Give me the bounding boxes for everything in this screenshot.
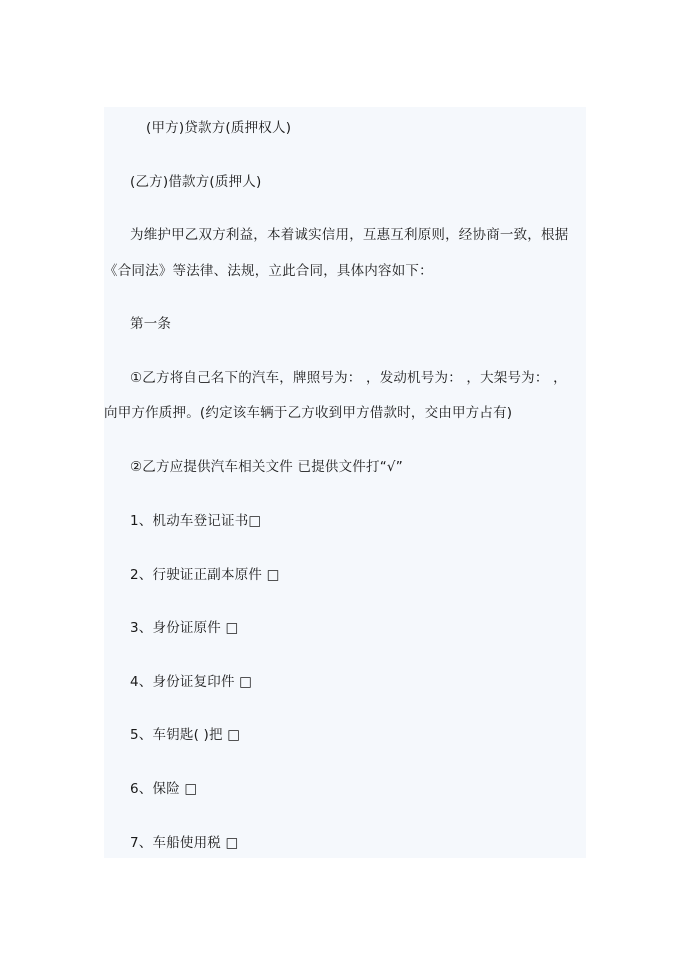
article-title: 第一条 (130, 316, 172, 332)
document-item: 1、机动车登记证书□ (130, 513, 262, 529)
clause-2-line: ②乙方应提供汽车相关文件 已提供文件打“√” (130, 459, 403, 475)
document-item: 2、行驶证正副本原件 □ (130, 567, 280, 583)
document-item: 6、保险 □ (130, 781, 198, 797)
document-item: 3、身份证原件 □ (130, 620, 239, 636)
document-item: 7、车船使用税 □ (130, 835, 239, 851)
document-item: 5、车钥匙( )把 □ (130, 727, 241, 743)
document-content (104, 107, 586, 858)
intro-paragraph-line-2: 《合同法》等法律、法规，立此合同，具体内容如下： (104, 263, 433, 279)
clause-1-line-1: ①乙方将自己名下的汽车，牌照号为： ，发动机号为： ，大架号为： ， (130, 370, 567, 386)
borrower-party-line: (乙方)借款方(质押人) (130, 174, 262, 190)
clause-1-line-2: 向甲方作质押。(约定该车辆于乙方收到甲方借款时，交由甲方占有) (104, 405, 513, 421)
lender-party-line: (甲方)贷款方(质押权人) (146, 120, 292, 136)
intro-paragraph-line-1: 为维护甲乙双方利益，本着诚实信用，互惠互利原则，经协商一致，根据 (130, 227, 569, 243)
document-item: 4、身份证复印件 □ (130, 674, 253, 690)
